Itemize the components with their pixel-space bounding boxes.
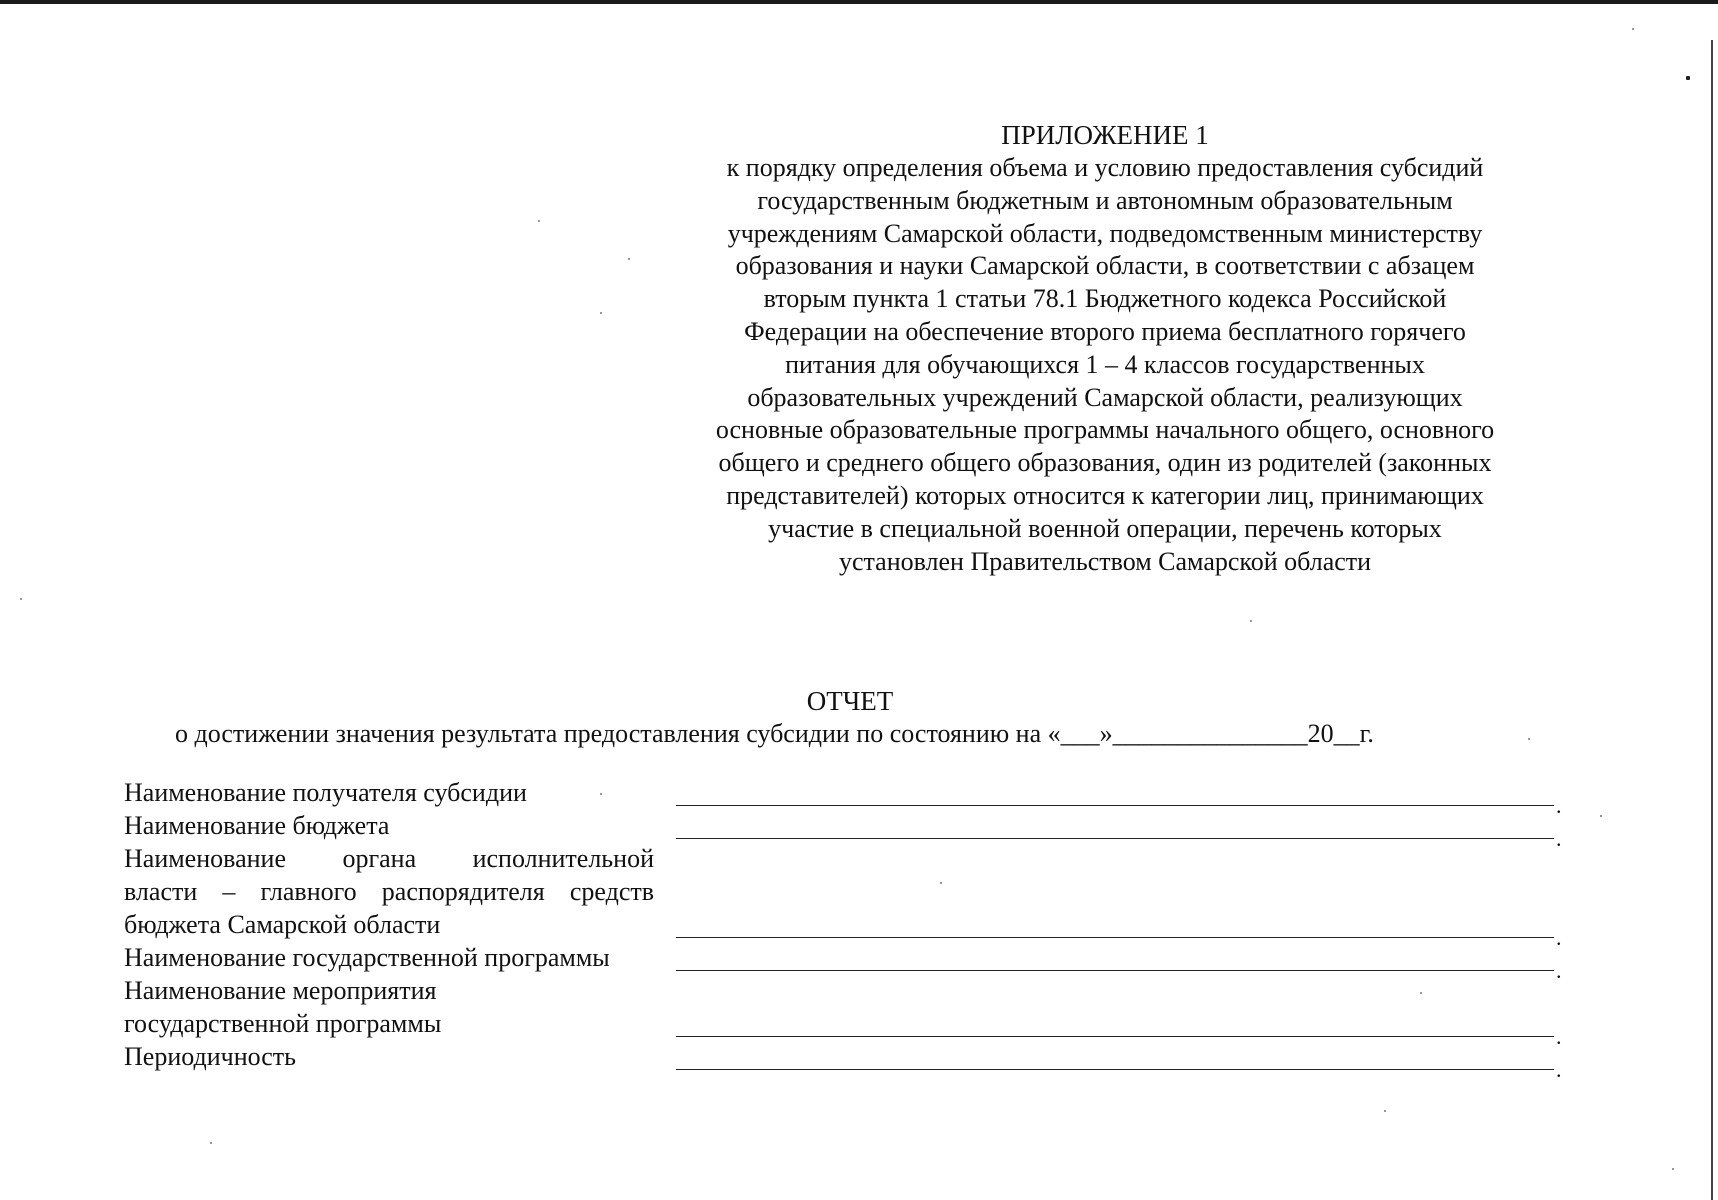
event-label-line-1: Наименование мероприятия <box>124 976 437 1005</box>
scan-speck <box>210 1142 212 1144</box>
appendix-line: образовательных учреждений Самарской области, реализующих <box>747 382 1463 412</box>
scan-speck <box>20 598 22 600</box>
appendix-title: ПРИЛОЖЕНИЕ 1 <box>1001 120 1209 150</box>
periodicity-dot: . <box>1556 1057 1562 1082</box>
recipient-label: Наименование получателя субсидии <box>124 778 527 807</box>
scan-speck <box>1600 815 1602 817</box>
appendix-line: представителей) которых относится к категории лиц, принимающих <box>726 480 1484 510</box>
appendix-line: основные образовательные программы начального общего, основного <box>715 415 1495 445</box>
scan-top-edge <box>0 0 1718 4</box>
appendix-line: общего и среднего общего образования, один из родителей (законных <box>718 448 1492 478</box>
scan-speck <box>1672 1168 1674 1170</box>
scan-speck <box>1384 1110 1386 1112</box>
authority-label-line-1: Наименование органа исполнительной <box>124 844 654 873</box>
scan-right-edge <box>1711 40 1713 1200</box>
periodicity-label: Периодичность <box>124 1042 297 1071</box>
event-dot: . <box>1556 1024 1562 1049</box>
scan-speck <box>628 258 630 260</box>
budget-fill-line[interactable] <box>676 838 1554 839</box>
recipient-fill-line[interactable] <box>676 805 1554 806</box>
scan-speck <box>1420 992 1422 994</box>
appendix-line: вторым пункта 1 статьи 78.1 Бюджетного кодекса Российской <box>763 284 1447 314</box>
budget-label: Наименование бюджета <box>124 811 390 840</box>
appendix-line: Федерации на обеспечение второго приема бесплатного горячего <box>744 316 1466 346</box>
scan-speck <box>538 220 540 222</box>
scan-speck <box>1686 76 1690 80</box>
appendix-line: образования и науки Самарской области, в соответствии с абзацем <box>735 251 1475 281</box>
program-dot: . <box>1556 958 1562 983</box>
authority-label-line-3: бюджета Самарской области <box>124 910 441 939</box>
appendix-line: к порядку определения объема и условию предоставления субсидий <box>726 153 1484 182</box>
appendix-line: питания для обучающихся 1 – 4 классов государственных <box>785 349 1425 379</box>
appendix-line: установлен Правительством Самарской области <box>838 546 1372 576</box>
periodicity-fill-line[interactable] <box>676 1069 1554 1070</box>
event-fill-line[interactable] <box>676 1036 1554 1037</box>
authority-label-line-2: власти – главного распорядителя средств <box>124 877 654 906</box>
appendix-line: государственным бюджетным и автономным образовательным <box>757 185 1453 215</box>
scan-speck <box>1528 738 1530 740</box>
program-label: Наименование государственной программы <box>124 943 610 972</box>
program-fill-line[interactable] <box>676 970 1554 971</box>
appendix-block <box>660 118 1550 578</box>
scan-speck <box>600 312 602 314</box>
budget-dot: . <box>1556 826 1562 851</box>
event-label-line-2: государственной программы <box>124 1009 442 1038</box>
appendix-line: участие в специальной военной операции, перечень которых <box>768 513 1442 543</box>
authority-dot: . <box>1556 925 1562 950</box>
scan-speck <box>1632 28 1634 30</box>
recipient-dot: . <box>1556 793 1562 818</box>
report-subtitle: о достижении значения результата предоставления субсидии по состоянию на «___»_______________20__г. <box>175 719 1374 748</box>
appendix-line: учреждениям Самарской области, подведомственным министерству <box>727 218 1483 248</box>
authority-fill-line[interactable] <box>676 937 1554 938</box>
scan-speck <box>940 882 942 884</box>
scan-speck <box>1250 620 1252 622</box>
scan-speck <box>600 793 602 795</box>
report-title: ОТЧЕТ <box>806 686 894 716</box>
